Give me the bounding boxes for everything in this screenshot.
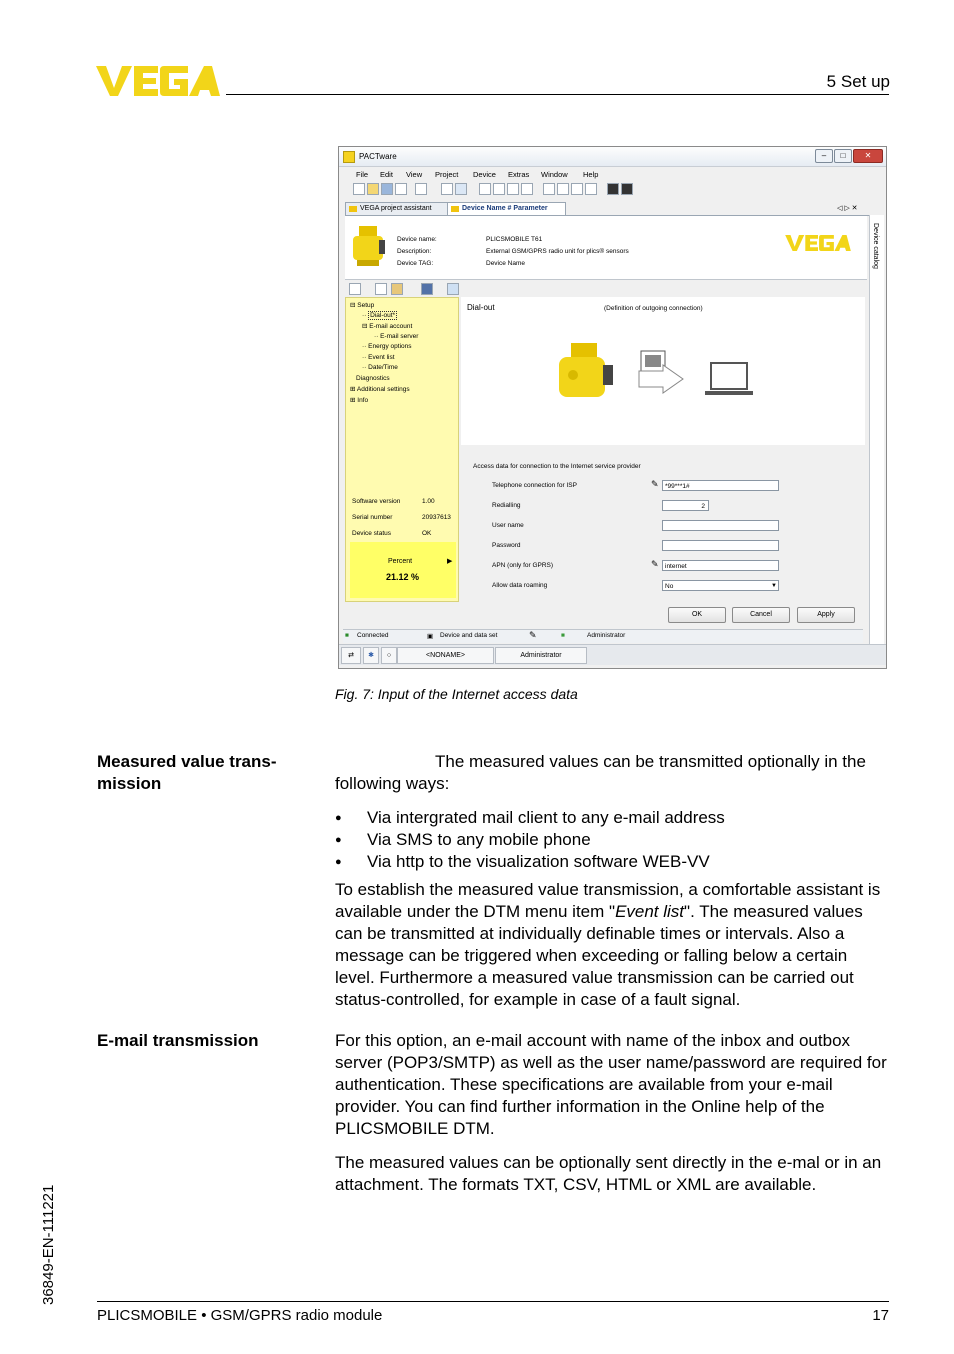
menu-extras[interactable]: Extras [508,170,530,179]
download-icon[interactable] [543,183,555,195]
menu-view[interactable]: View [406,170,423,179]
telephone-label: Telephone connection for ISP [492,482,577,489]
password-field[interactable] [662,540,779,551]
serial-number-value: 20937613 [422,514,451,521]
password-label: Password [492,542,521,549]
measured-value-body [335,879,891,1011]
description-value: External GSM/GPRS radio unit for plics® sensors [486,248,629,255]
menu-help[interactable]: Help [583,170,599,179]
software-version-label: Software version [352,498,401,505]
open-icon[interactable] [367,183,379,195]
vega-logo [96,64,220,103]
device-catalog-sidebar[interactable] [869,215,884,665]
apply-button[interactable]: Apply [797,607,855,623]
info-icon[interactable]: ○ [381,647,397,664]
tree-item-additional-settings[interactable]: ⊞ Additional settings [350,386,410,393]
dtm-toolbar [345,280,867,296]
email-para-1: For this option, an e-mail account with name of the inbox and outbox server (POP3/SMTP) as well as the user name/password are required for authentication. These specifications are available from your e-mail provider. You can find further information in the Online help of the PLICSMOBILE DTM. [335,1031,887,1138]
percent-label: Percent [388,558,413,565]
help-icon[interactable] [447,283,459,295]
percent-display[interactable] [350,542,456,598]
panel-title: Dial-out [467,303,495,312]
apn-label: APN (only for GPRS) [492,562,554,569]
pactware-screenshot [338,146,887,669]
application-status-bar [339,644,886,665]
network-icon[interactable] [507,183,519,195]
section-header: 5 Set up [826,72,890,91]
access-data-form [461,447,865,627]
tab-nav-icon[interactable]: ◁ ▷ ✕ [837,205,858,212]
device-tag-value: Device Name [486,260,526,267]
project-name: <NONAME> [397,647,494,664]
check-icon: ■ [561,632,565,639]
device-status-label: Device status [352,530,392,537]
user-role: Administrator [495,647,587,664]
pencil-icon: ✎ [651,559,659,569]
tree-item-event-list[interactable]: ·· Event list [362,354,395,361]
tab-vega-project-assistant[interactable] [345,202,449,215]
connection-icon[interactable]: ⇄ [341,647,361,664]
asterisk-icon[interactable]: ✱ [363,647,379,664]
email-para-2: The measured values can be optionally sent directly in the e-mal or in an attachment. The formats TXT, CSV, HTML or XML are available. [335,1153,882,1194]
section-heading-measured-value: Measured value trans- mission [97,752,277,793]
header-rule [226,94,889,95]
tree-item-info[interactable]: ⊞ Info [350,397,369,404]
device-status-value: OK [422,530,432,537]
panel-subtitle: (Definition of outgoing connection) [604,305,703,312]
body-text: To establish the measured value transmission, a comfortable assistant is available under the DTM menu item " [335,880,881,921]
tab-label: Device Name # Parameter [462,205,548,212]
tree-item-email-account[interactable]: ⊟ E-mail account [362,323,413,330]
device-header-panel [345,216,867,280]
arrow-right-icon: ▶ [447,558,453,565]
dtm-status-bar [343,629,863,643]
tree-item-dial-out[interactable]: ·· Dial-out* [362,312,396,319]
list-item: ● Via intergrated mail client to any e-mail address [335,807,891,829]
close-button[interactable]: ✕ [853,149,883,163]
parameter-icon[interactable] [557,183,569,195]
data-roaming-label: Allow data roaming [492,582,548,589]
redialling-label: Redialling [492,502,521,509]
tab-icon [451,206,459,212]
device-tag-label: Device TAG: [397,260,434,267]
plicsmobile-device-icon [553,341,617,409]
apn-field[interactable]: internet [662,560,779,571]
menu-bar [339,167,886,181]
event-list-term: Event list [615,902,685,921]
measured-value-intro: The measured values can be transmitted optionally in the following ways: [335,752,866,793]
data-roaming-select[interactable] [662,580,779,591]
print-icon[interactable] [375,283,387,295]
footer-product: PLICSMOBILE • GSM/GPRS radio module [97,1307,383,1324]
data-roaming-value: No [665,583,674,590]
plicsmobile-device-image [349,224,389,270]
device-view-icon[interactable] [455,183,467,195]
tree-item-diagnostics[interactable]: Diagnostics [356,375,390,382]
ok-button[interactable]: OK [668,607,726,623]
user-name-label: User name [492,522,524,529]
settings-icon[interactable] [585,183,597,195]
device-catalog-label: Device catalog [872,223,879,269]
print-icon[interactable] [395,183,407,195]
tree-item-email-server[interactable]: ·· E-mail server [374,333,419,340]
user-name-field[interactable] [662,520,779,531]
menu-device[interactable]: Device [473,170,496,179]
list-item: ● Via SMS to any mobile phone [335,829,891,851]
percent-value: 21.12 % [386,572,420,582]
form-title: Access data for connection to the Internet service provider [473,463,641,470]
menu-file[interactable]: File [356,170,369,179]
menu-project[interactable]: Project [435,170,459,179]
wrench-icon[interactable] [391,283,403,295]
maximize-button[interactable]: □ [834,149,852,163]
window-title: PACTware [359,152,397,161]
upload-icon[interactable] [521,183,533,195]
redialling-field[interactable]: 2 [662,500,709,511]
laptop-icon [705,361,753,399]
status-connected: Connected [357,632,389,639]
tree-item-energy-options[interactable]: ·· Energy options [362,343,412,350]
save-icon[interactable] [381,183,393,195]
status-administrator: Administrator [587,632,626,639]
app-icon [343,151,355,163]
software-version-value: 1.00 [422,498,435,505]
tab-label: VEGA project assistant [360,205,432,212]
list-item: ● Via http to the visualization software WEB-VV [335,851,891,873]
online-icon[interactable] [421,283,433,295]
view-icon[interactable] [441,183,453,195]
document-number: 36849-EN-111221 [40,1184,57,1305]
navigation-tree-pane [345,297,459,602]
chevron-down-icon: ▼ [771,583,777,589]
monitor-icon[interactable] [607,183,619,195]
transmission-options-list [335,807,891,873]
serial-number-label: Serial number [352,514,393,521]
tree-item-date-time[interactable]: ·· Date/Time [362,364,398,371]
new-icon[interactable] [353,183,365,195]
menu-edit[interactable]: Edit [380,170,393,179]
minimize-button[interactable]: – [815,149,833,163]
tab-icon [349,206,357,212]
edit-icon: ✎ [529,630,537,640]
page-number: 17 [872,1307,889,1324]
vega-logo-small [785,234,851,254]
tree-item-setup[interactable]: ⊟ Setup [350,302,375,309]
telephone-field[interactable]: *99***1# [662,480,779,491]
menu-window[interactable]: Window [541,170,568,179]
window-titlebar [339,147,886,167]
section-heading-email: E-mail transmission [97,1031,259,1050]
footer-rule [97,1301,889,1302]
device-name-value: PLICSMOBILE T61 [486,236,543,243]
device-name-label: Device name: [397,236,437,243]
dial-out-panel [461,297,865,445]
monitor2-icon[interactable] [621,183,633,195]
measure-icon[interactable] [571,183,583,195]
connected-icon: ■ [345,632,349,639]
list-icon[interactable] [479,183,491,195]
body-text: ". The measured values can be transmitted at individually definable times or intervals. Also a message can be triggered when exceeding or falling below a certain level. Furthermore a measured value transmission can be carried out status-controlled, for example in case of a fault signal. [335,902,863,1009]
view-menu-icon[interactable] [349,283,361,295]
status-device-dataset: Device and data set [440,632,498,639]
tab-strip [345,202,882,216]
device-dataset-icon: ▣ [427,633,434,640]
catalog-icon[interactable] [493,183,505,195]
tab-device-parameter[interactable] [447,202,566,215]
phone-icon [637,347,685,399]
pencil-icon: ✎ [651,479,659,489]
figure-caption: Fig. 7: Input of the Internet access data [335,686,578,702]
description-label: Description: [397,248,432,255]
connect-icon[interactable] [415,183,427,195]
cancel-button[interactable]: Cancel [732,607,790,623]
